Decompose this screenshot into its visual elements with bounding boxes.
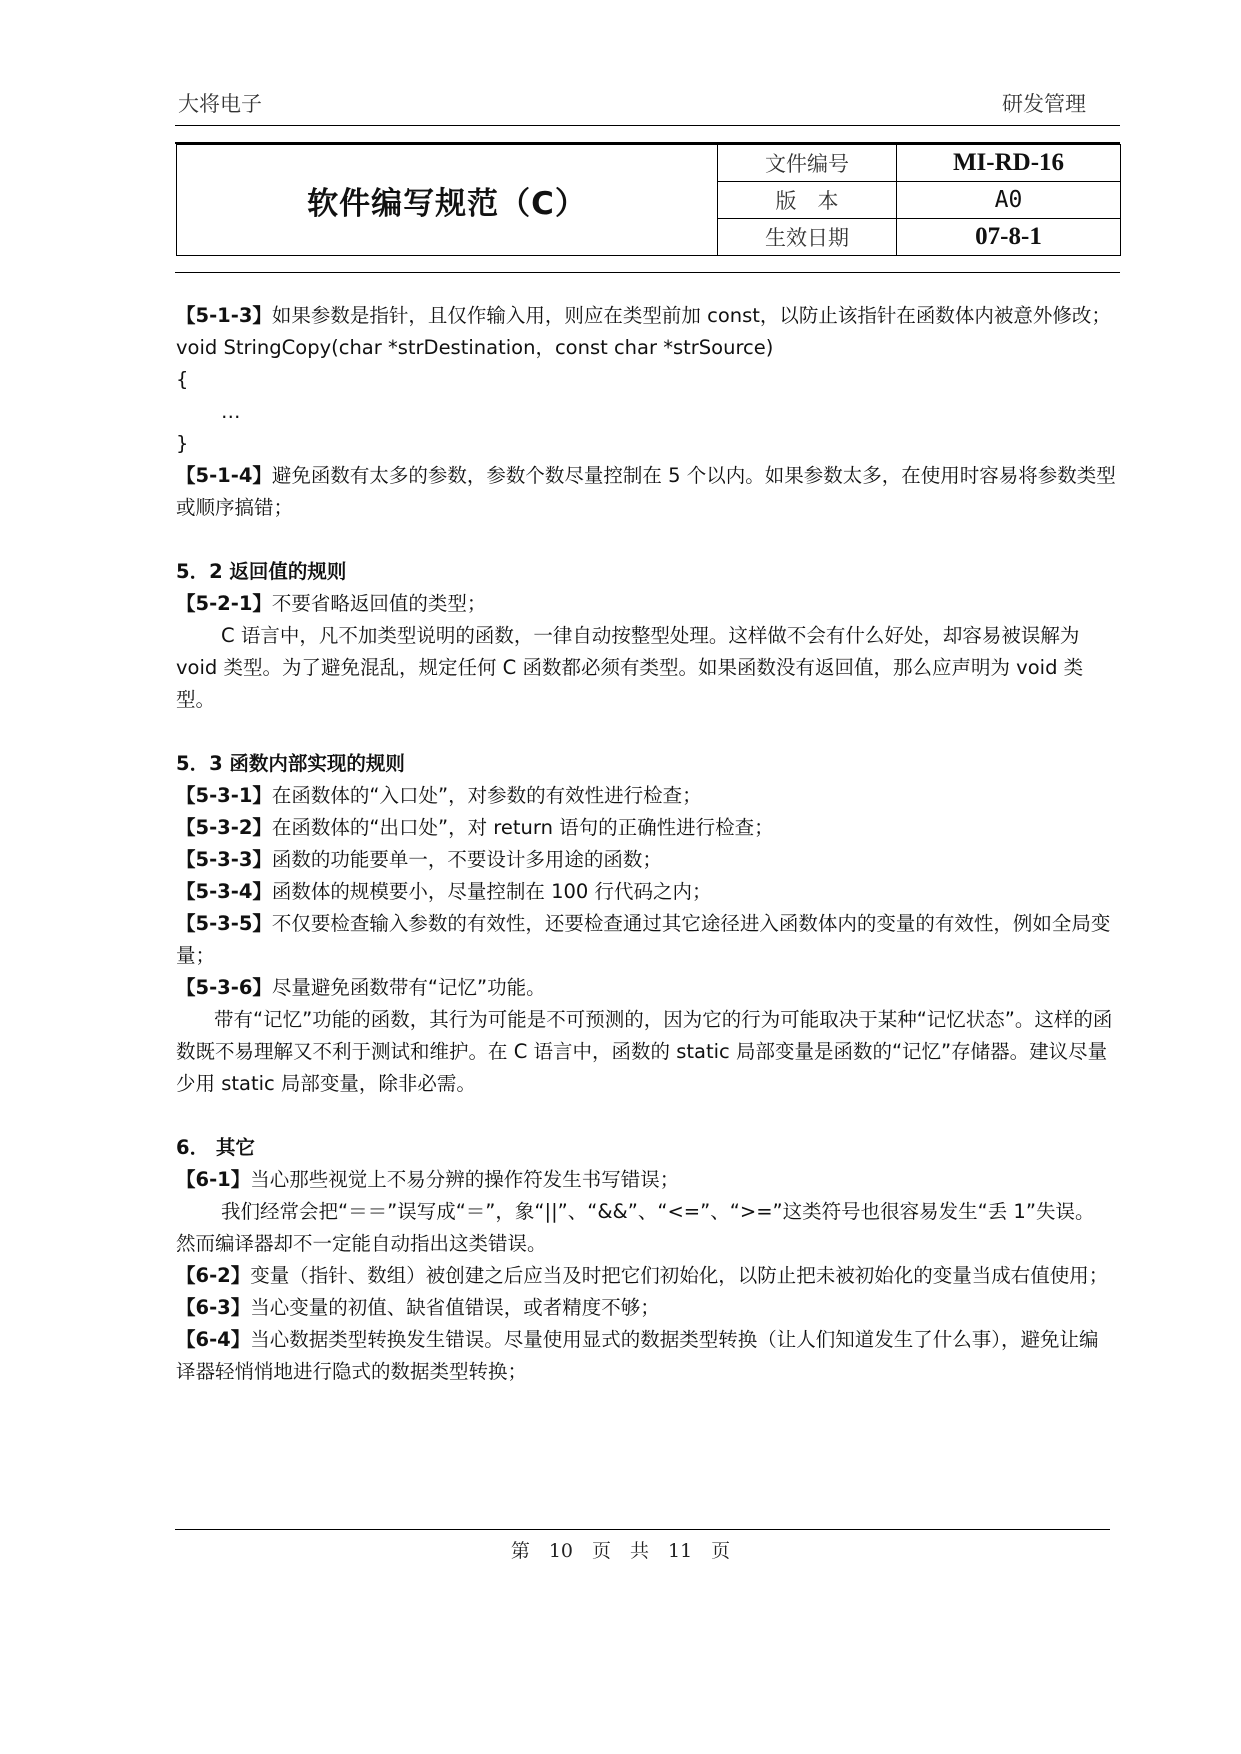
code-line: } — [176, 432, 189, 455]
doc-number-value: MI-RD-16 — [897, 145, 1121, 182]
header-company: 大将电子 — [178, 92, 262, 116]
header-department: 研发管理 — [1002, 92, 1086, 116]
rule-5-3-6: 【5-3-6】尽量避免函数带有“记忆”功能。 — [176, 976, 546, 999]
rule-5-3-3: 【5-3-3】函数的功能要单一，不要设计多用途的函数； — [176, 848, 662, 871]
rule-5-3-5: 【5-3-5】不仅要检查输入参数的有效性，还要检查通过其它途径进入函数体内的变量的有效性，例如全局变量； — [176, 912, 1111, 967]
rule-5-3-4: 【5-3-4】函数体的规模要小，尽量控制在 100 行代码之内； — [176, 880, 712, 903]
doc-number-label: 文件编号 — [718, 145, 897, 182]
rule-6-4: 【6-4】当心数据类型转换发生错误。尽量使用显式的数据类型转换（让人们知道发生了什么事），避免让编译器轻悄悄地进行隐式的数据类型转换； — [176, 1328, 1099, 1383]
document-title: 软件编写规范（C） — [177, 145, 718, 256]
document-body — [176, 300, 1116, 1388]
footer-rule — [175, 1529, 1110, 1530]
rule-6-2: 【6-2】变量（指针、数组）被创建之后应当及时把它们初始化，以防止把未被初始化的变量当成右值使用； — [176, 1264, 1109, 1287]
paragraph-5-2-1: C 语言中，凡不加类型说明的函数，一律自动按整型处理。这样做不会有什么好处，却容易被误解为 void 类型。为了避免混乱，规定任何 C 函数都必须有类型。如果函数没有返回值，那么应声明为 void 类型。 — [176, 624, 1084, 711]
rule-6-1: 【6-1】当心那些视觉上不易分辨的操作符发生书写错误； — [176, 1168, 680, 1191]
document-meta-table — [176, 144, 1121, 256]
effective-date-label: 生效日期 — [718, 219, 897, 256]
code-line: void StringCopy(char *strDestination，const char *strSource) — [176, 336, 774, 359]
code-line: { — [176, 368, 189, 391]
header-rule — [175, 125, 1120, 126]
code-line: … — [221, 400, 241, 423]
rule-5-1-4: 【5-1-4】避免函数有太多的参数，参数个数尽量控制在 5 个以内。如果参数太多，在使用时容易将参数类型或顺序搞错； — [176, 464, 1116, 519]
rule-6-3: 【6-3】当心变量的初值、缺省值错误，或者精度不够； — [176, 1296, 660, 1319]
version-label: 版 本 — [718, 182, 897, 219]
rule-5-3-1: 【5-3-1】在函数体的“入口处”，对参数的有效性进行检查； — [176, 784, 702, 807]
rule-5-3-2: 【5-3-2】在函数体的“出口处”，对 return 语句的正确性进行检查； — [176, 816, 774, 839]
section-heading-6: 6． 其它 — [176, 1136, 255, 1159]
section-heading-5-3: 5．3 函数内部实现的规则 — [176, 752, 405, 775]
page-number: 第 10 页 共 11 页 — [510, 1540, 731, 1562]
section-heading-5-2: 5．2 返回值的规则 — [176, 560, 347, 583]
version-value: A0 — [897, 182, 1121, 219]
table-bottom-rule — [175, 272, 1120, 273]
paragraph-6-1: 我们经常会把“＝＝”误写成“＝”，象“||”、“&&”、“<=”、“>=”这类符号也很容易发生“丢 1”失误。 — [221, 1200, 1095, 1223]
paragraph-6-1b: 然而编译器却不一定能自动指出这类错误。 — [176, 1232, 547, 1255]
effective-date-value: 07-8-1 — [897, 219, 1121, 256]
rule-5-1-3: 【5-1-3】如果参数是指针，且仅作输入用，则应在类型前加 const，以防止该指针在函数体内被意外修改； — [176, 304, 1111, 327]
paragraph-5-3-6: 带有“记忆”功能的函数，其行为可能是不可预测的，因为它的行为可能取决于某种“记忆状态”。这样的函数既不易理解又不利于测试和维护。在 C 语言中，函数的 static 局部变量是函数的“记忆”存储器。建议尽量少用 static 局部变量，除非必需。 — [176, 1008, 1113, 1095]
rule-5-2-1: 【5-2-1】不要省略返回值的类型； — [176, 592, 487, 615]
